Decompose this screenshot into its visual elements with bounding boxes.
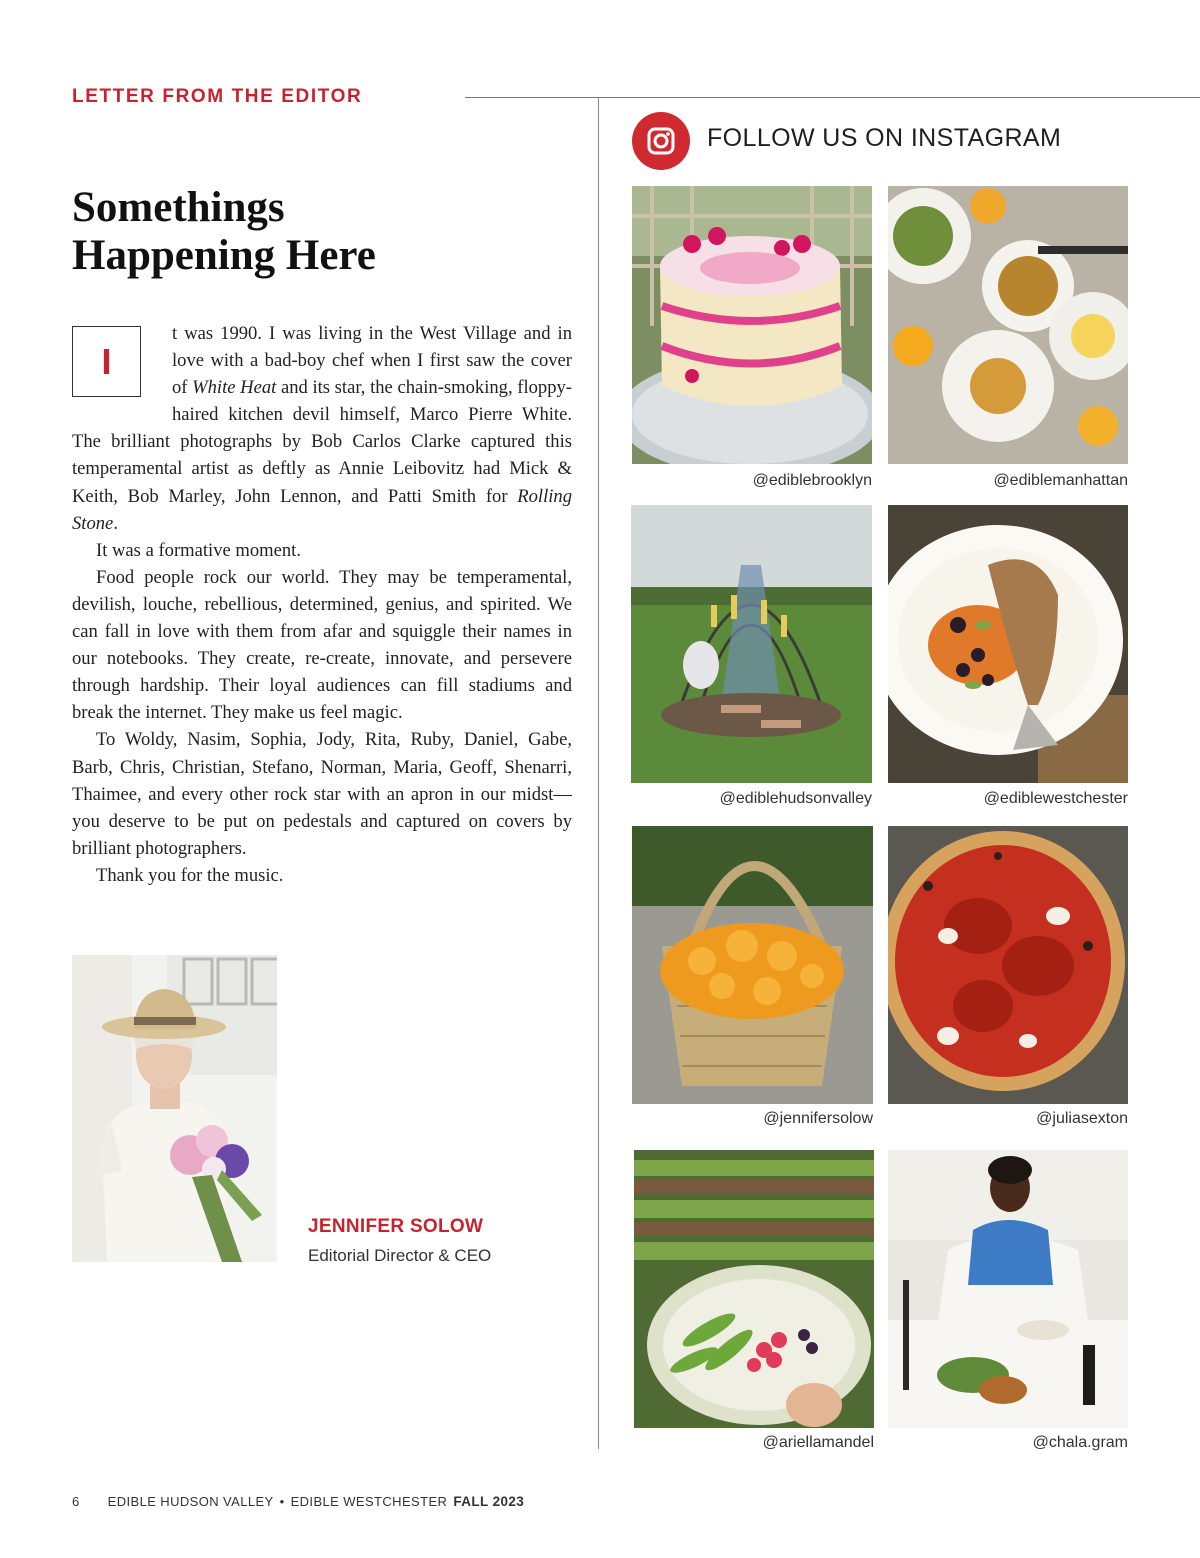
instagram-heading: FOLLOW US ON INSTAGRAM [707,124,1062,152]
instagram-glyph [632,112,690,170]
page-footer [72,1494,524,1509]
paragraph-2: It was a formative moment. [96,539,301,561]
header-rule [465,97,1200,98]
article-title-line-1: Somethings [72,184,285,231]
rolling-stone-title: Rolling Stone [72,485,572,534]
instagram-post-6[interactable] [888,826,1128,1104]
drop-cap-spacer [72,320,172,424]
instagram-post-2[interactable] [888,186,1128,464]
footer-bullet: • [279,1494,285,1509]
column-divider [598,97,599,1449]
article-title-line-2: Happening Here [72,232,376,279]
cake-photo [632,186,872,464]
editor-name: JENNIFER SOLOW [308,1216,484,1237]
instagram-post-8[interactable] [888,1150,1128,1428]
instagram-post-5[interactable] [632,826,873,1104]
article-title [72,184,572,280]
footer-publication-2: EDIBLE WESTCHESTER [290,1494,448,1509]
instagram-post-7[interactable] [634,1150,874,1428]
article-body [72,320,572,889]
instagram-handle-1[interactable]: @ediblebrooklyn [752,472,872,489]
instagram-post-3[interactable] [631,505,872,783]
chanterelle-basket-photo [632,826,873,1104]
paragraph-5: Thank you for the music. [96,864,284,886]
editor-portrait-illustration [72,955,277,1262]
paragraph-1-text-c: . [113,512,118,534]
editor-role: Editorial Director & CEO [308,1246,492,1265]
instagram-handle-2[interactable]: @ediblemanhattan [993,472,1128,489]
paragraph-3: Food people rock our world. They may be temperamental, devilish, louche, rebellious, determined, genius, and spirited. We can fall in love with them from afar and squiggle their names in our notebooks. They create, re-create, innovate, and persevere through hardship. Their loyal audiences can fill stadiums and break the internet. They make us feel magic. [72,566,572,724]
white-heat-title: White Heat [192,377,277,399]
pizza-photo [888,826,1128,1104]
chef-plating-photo [888,1150,1128,1428]
section-label: LETTER FROM THE EDITOR [72,86,363,107]
instagram-handle-8[interactable]: @chala.gram [1032,1434,1128,1451]
instagram-handle-6[interactable]: @juliasexton [1036,1110,1128,1127]
instagram-handle-3[interactable]: @ediblehudsonvalley [719,790,872,807]
instagram-handle-7[interactable]: @ariellamandel [762,1434,874,1451]
paragraph-1-text-a: t was 1990. I was living in the West Village and in love with a bad-boy chef when I first saw the cover of [172,323,572,399]
page-number: 6 [72,1494,80,1509]
paragraph-1-text-b: and its star, the chain-smoking, floppy-haired kitchen devil himself, Marco Pierre White. The brilliant photographs by Bob Carlos Clarke captured this temperamental artist as deftly as Annie Leibovitz had Mick & Keith, Bob Marley, John Lennon, and Patti Smith for [72,377,572,507]
editor-portrait [72,955,277,1262]
instagram-handle-4[interactable]: @ediblewestchester [983,790,1128,807]
instagram-post-1[interactable] [632,186,872,464]
instagram-handle-5[interactable]: @jennifersolow [763,1110,873,1127]
instagram-post-4[interactable] [888,505,1128,783]
drop-cap: I [72,326,141,397]
instagram-icon[interactable] [632,112,690,170]
footer-season: FALL 2023 [453,1494,525,1509]
brunch-photo [888,186,1128,464]
harvest-plate-photo [634,1150,874,1428]
paragraph-4: To Woldy, Nasim, Sophia, Jody, Rita, Ruby, Daniel, Gabe, Barb, Chris, Christian, Stefano, Norman, Maria, Geoff, Shenarri, Thaimee, and every other rock star with an apron in our midst—you deserve to be put on pedestals and captured on covers by brilliant photographers. [72,729,572,859]
fish-photo [888,505,1128,783]
footer-publication-1: EDIBLE HUDSON VALLEY [107,1494,274,1509]
fire-dome-photo [631,505,872,783]
